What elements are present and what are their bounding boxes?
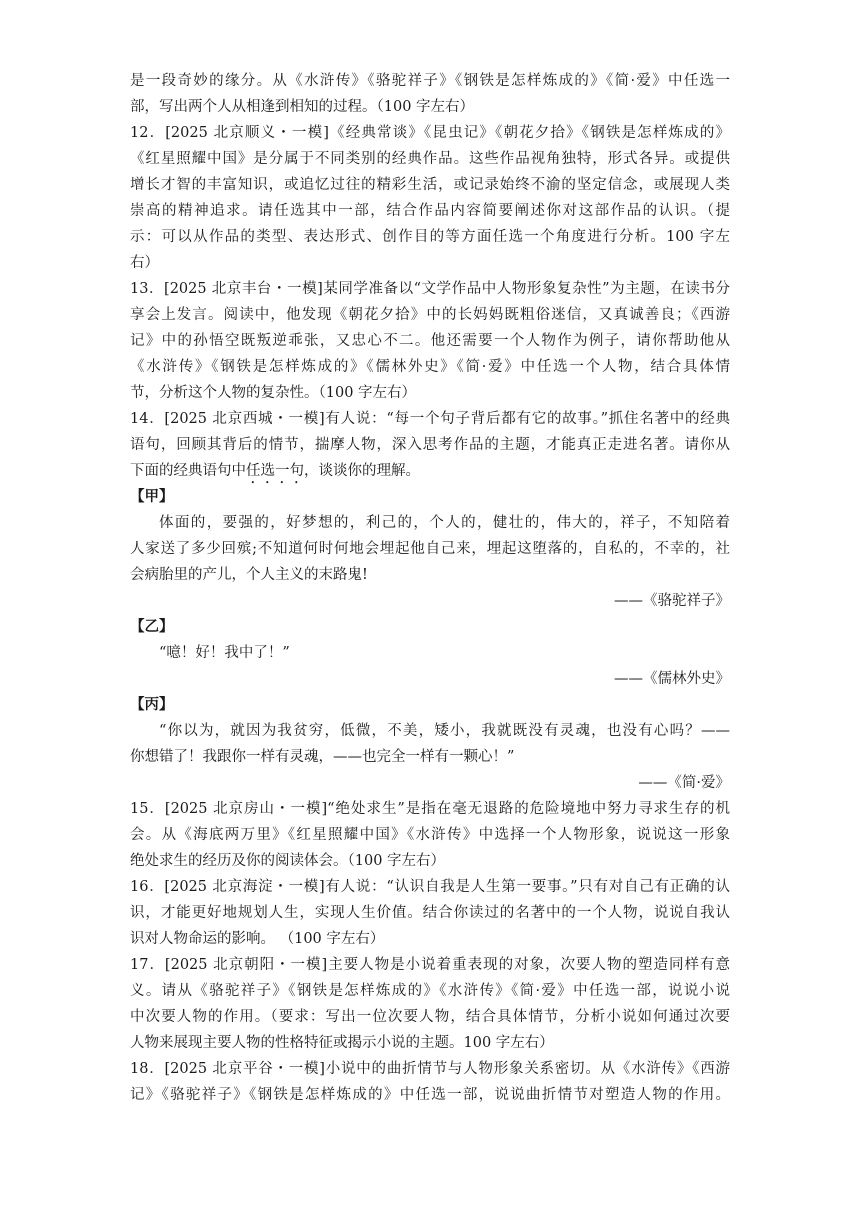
text-line: 语句，回顾其背后的情节，揣摩人物，深入思考作品的主题，才能真正走进名著。请你从 <box>130 437 730 453</box>
text-line: 识，才能更好地规划人生，实现人生价值。结合你读过的名著中的一个人物，说说自我认 <box>130 905 730 921</box>
excerpt-line: 你想错了！我跟你一样有灵魂，——也完全一样有一颗心！” <box>130 749 515 765</box>
text-line: 16．[2025 北京海淀・一模]有人说：“认识自我是人生第一要事。”只有对自己有正确的认 <box>130 879 730 895</box>
text-line: 右） <box>130 255 159 271</box>
text-line: 崇高的精神追求。请任选其中一部，结合作品内容简要阐述你对这部作品的认识。（提 <box>130 203 730 219</box>
text-line: 识对人物命运的影响。 （100 字左右） <box>130 931 385 947</box>
excerpt-source: ——《简·爱》 <box>638 775 730 791</box>
question-17 <box>130 952 730 1056</box>
excerpt-line: 体面的，要强的，好梦想的，利己的，个人的，健壮的，伟大的，祥子，不知陪着 <box>159 515 730 531</box>
text-line: 《红星照耀中国》是分属于不同类别的经典作品。这些作品视角独特，形式各异。或提供 <box>130 151 730 167</box>
excerpt-label-bing: 【丙】 <box>130 696 174 713</box>
text-line: 12．[2025 北京顺义・一模]《经典常谈》《昆虫记》《朝花夕拾》《钢铁是怎样炼成的》 <box>130 125 730 141</box>
text-line: 13．[2025 北京丰台・一模]某同学准备以“文学作品中人物形象复杂性”为主题，在读书分 <box>130 281 730 297</box>
text-line: 14．[2025 北京西城・一模]有人说：“每一个句子背后都有它的故事。”抓住名著中的经典 <box>130 411 730 427</box>
excerpt-label-yi: 【乙】 <box>130 618 174 635</box>
text-line <box>130 458 730 484</box>
excerpt-line: “噫！好！我中了！” <box>159 645 290 661</box>
question-12 <box>130 120 730 276</box>
excerpt-line: 会病胎里的产儿，个人主义的末路鬼! <box>130 567 368 583</box>
text-line: 《水浒传》《钢铁是怎样炼成的》《儒林外史》《简·爱》中任选一个人物，结合具体情 <box>130 359 730 375</box>
text-line: 示：可以从作品的类型、表达形式、创作目的等方面任选一个角度进行分析。100 字左 <box>130 229 730 245</box>
text-line: 人物来展现主要人物的性格特征或揭示小说的主题。100 字左右） <box>130 1035 554 1051</box>
excerpt-source: ——《儒林外史》 <box>614 671 730 687</box>
excerpt-label-jia: 【甲】 <box>130 488 174 505</box>
question-11 <box>130 68 730 120</box>
text-line: 节，分析这个人物的复杂性。（100 字左右） <box>130 385 417 401</box>
text-line: 记》中的孙悟空既叛逆乖张，又忠心不二。他还需要一个人物作为例子，请你帮助他从 <box>130 333 730 349</box>
text-segment: 下面的经典语句中 <box>130 463 246 479</box>
text-line: 增长才智的丰富知识，或追忆过往的精彩生活，或记录始终不渝的坚定信念，或展现人类 <box>130 177 730 193</box>
text-line: 17．[2025 北京朝阳・一模]主要人物是小说着重表现的对象，次要人物的塑造同样有意 <box>130 957 730 973</box>
text-line: 15．[2025 北京房山・一模]“绝处求生”是指在毫无退路的危险境地中努力寻求生存的机 <box>130 801 730 817</box>
text-segment: ，谈谈你的理解。 <box>304 463 420 479</box>
question-18 <box>130 1056 730 1108</box>
text-line: 绝处求生的经历及你的阅读体会。（100 字左右） <box>130 853 446 869</box>
text-line: 享会上发言。阅读中，他发现《朝花夕拾》中的长妈妈既粗俗迷信，又真诚善良；《西游 <box>130 307 730 323</box>
question-14 <box>130 406 730 796</box>
emphasized-text: 任选一句 <box>246 463 304 479</box>
question-13 <box>130 276 730 406</box>
excerpt-line: 人家送了多少回殡;不知道何时何地会埋起他自己来，埋起这堕落的，自私的，不幸的，社 <box>130 541 730 557</box>
text-line: 18．[2025 北京平谷・一模]小说中的曲折情节与人物形象关系密切。从《水浒传》《西游 <box>130 1061 730 1077</box>
excerpt-source: ——《骆驼祥子》 <box>614 593 730 609</box>
excerpt-line: “你以为，就因为我贫穷，低微，不美，矮小，我就既没有灵魂，也没有心吗？—— <box>159 723 730 739</box>
text-line: 记》《骆驼祥子》《钢铁是怎样炼成的》中任选一部，说说曲折情节对塑造人物的作用。 <box>130 1087 730 1103</box>
document-page <box>130 68 730 1108</box>
text-line: 会。从《海底两万里》《红星照耀中国》《水浒传》中选择一个人物形象，说说这一形象 <box>130 827 730 843</box>
text-line: 中次要人物的作用。（要求：写出一位次要人物，结合具体情节，分析小说如何通过次要 <box>130 1009 730 1025</box>
question-16 <box>130 874 730 952</box>
text-line: 义。请从《骆驼祥子》《钢铁是怎样炼成的》《水浒传》《简·爱》中任选一部，说说小说 <box>130 983 730 999</box>
question-15 <box>130 796 730 874</box>
text-line: 是一段奇妙的缘分。从《水浒传》《骆驼祥子》《钢铁是怎样炼成的》《简·爱》中任选一 <box>130 73 730 89</box>
text-line: 部，写出两个人从相逢到相知的过程。（100 字左右） <box>130 99 475 115</box>
